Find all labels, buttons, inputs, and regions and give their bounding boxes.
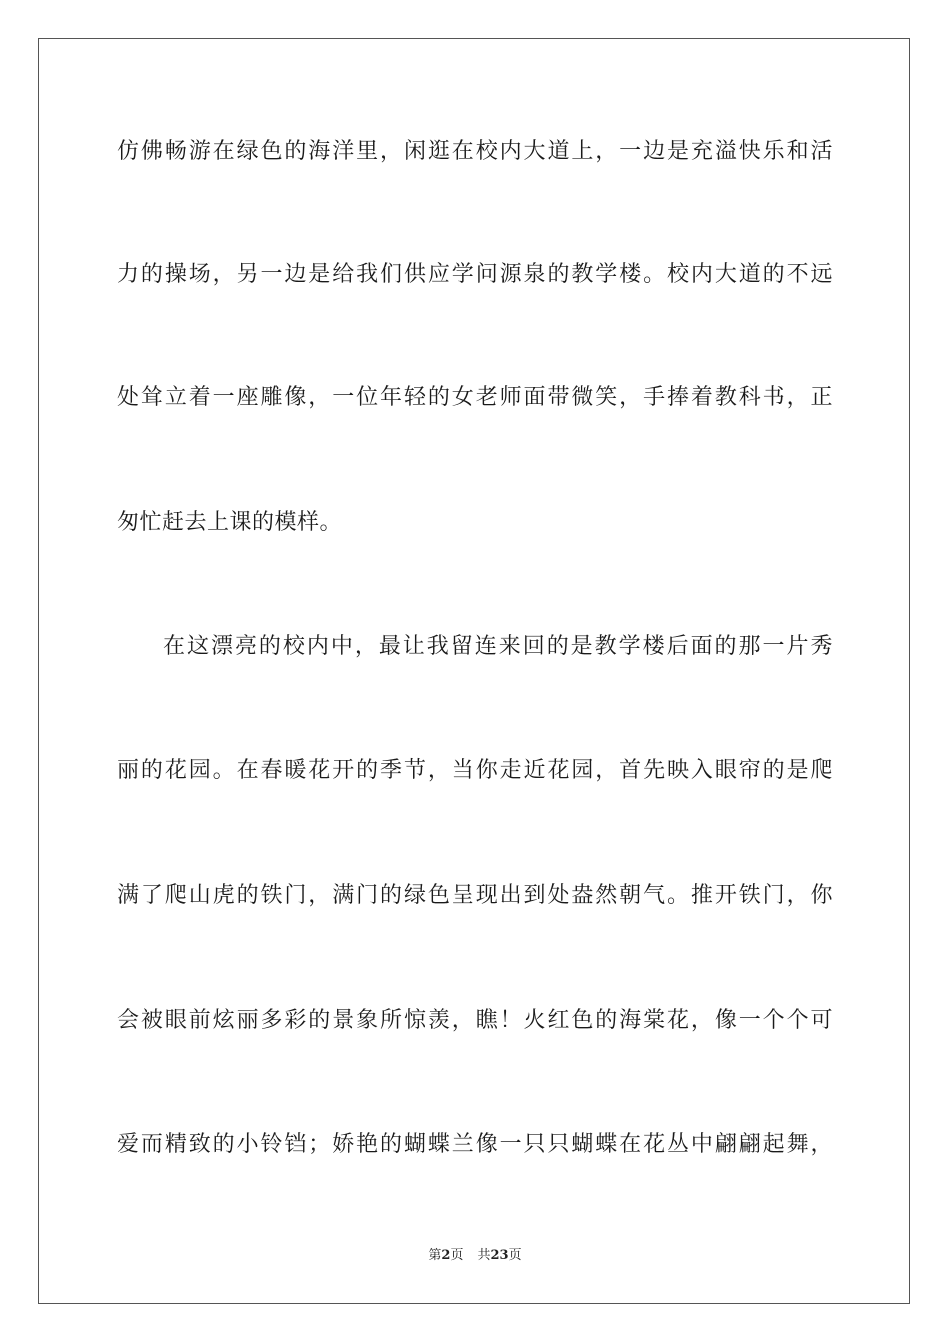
text-line: 力的操场，另一边是给我们供应学问源泉的教学楼。校内大道的不远 — [117, 262, 833, 287]
page-number: 2 — [441, 1248, 451, 1263]
page-border — [38, 38, 910, 1304]
text-line: 爱而精致的小铃铛；娇艳的蝴蝶兰像一只只蝴蝶在花丛中翩翩起舞， — [117, 1132, 833, 1157]
text-line: 会被眼前炫丽多彩的景象所惊羡，瞧！火红色的海棠花，像一个个可 — [117, 1008, 833, 1033]
text-line: 仿佛畅游在绿色的海洋里，闲逛在校内大道上，一边是充溢快乐和活 — [117, 139, 833, 164]
page-suffix: 页 — [450, 1248, 464, 1263]
text-line: 处耸立着一座雕像，一位年轻的女老师面带微笑，手捧着教科书，正 — [117, 385, 833, 410]
total-suffix: 页 — [508, 1248, 522, 1263]
paragraph-first-line: 在这漂亮的校内中，最让我留连来回的是教学楼后面的那一片秀 — [163, 634, 833, 659]
total-pages: 23 — [490, 1248, 509, 1263]
text-line: 匆忙赶去上课的模样。 — [117, 510, 343, 535]
page-prefix: 第 — [428, 1248, 442, 1263]
page-footer — [0, 1247, 950, 1265]
text-line: 满了爬山虎的铁门，满门的绿色呈现出到处盎然朝气。推开铁门，你 — [117, 883, 833, 908]
total-prefix: 共 — [477, 1248, 491, 1263]
text-line: 丽的花园。在春暖花开的季节，当你走近花园，首先映入眼帘的是爬 — [117, 758, 833, 783]
